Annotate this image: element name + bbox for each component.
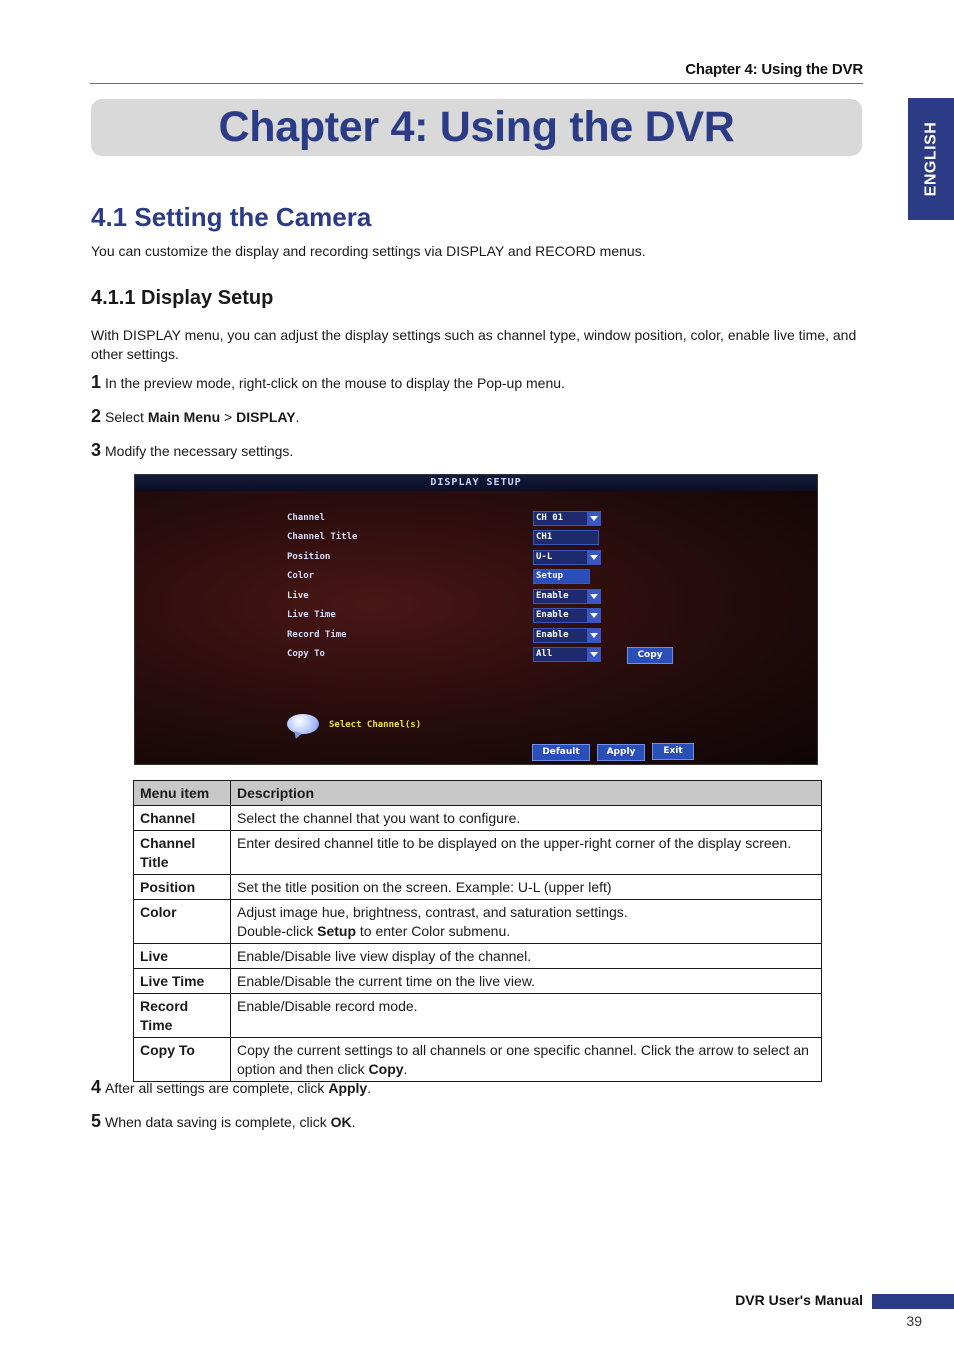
menu-item-cell: Live <box>134 944 231 969</box>
subsection-intro: With DISPLAY menu, you can adjust the display settings such as channel type, window position, color, enable live time, and other settings. <box>91 327 857 362</box>
description-cell: Enable/Disable live view display of the channel. <box>231 944 822 969</box>
page-number: 39 <box>906 1313 922 1329</box>
step-text-end: . <box>351 1114 356 1130</box>
table-row <box>134 994 822 1038</box>
description-cell: Enter desired channel title to be displayed on the upper-right corner of the display screen. <box>231 831 822 875</box>
step-number: 4 <box>91 1077 102 1097</box>
column-header-description: Description <box>231 781 822 806</box>
dvr-position-select[interactable] <box>533 550 601 565</box>
menu-item-cell: Copy To <box>134 1038 231 1082</box>
step-5 <box>91 1111 356 1132</box>
dvr-channel-title-input[interactable] <box>533 530 599 545</box>
dvr-color-setup-button[interactable] <box>533 569 590 584</box>
dvr-copy-to-select[interactable] <box>533 647 601 662</box>
table-row <box>134 1038 822 1082</box>
step-text: After all settings are complete, click <box>105 1080 329 1096</box>
menu-path-main: Main Menu <box>147 409 221 425</box>
header-rule <box>90 83 863 84</box>
chevron-down-icon[interactable] <box>587 590 600 603</box>
dvr-color-setup-label: Setup <box>536 571 564 581</box>
step-bold-ok: OK <box>330 1114 352 1130</box>
table-row <box>134 875 822 900</box>
dvr-default-button[interactable]: Default <box>532 744 590 761</box>
chevron-down-icon[interactable] <box>587 648 600 661</box>
table-row <box>134 944 822 969</box>
dvr-live-time-value: Enable <box>536 610 569 620</box>
step-text: When data saving is complete, click <box>105 1114 331 1130</box>
step-4 <box>91 1077 371 1098</box>
dvr-label-copy-to: Copy To <box>287 649 325 659</box>
dvr-copy-to-value: All <box>536 649 553 659</box>
dvr-display-setup-screenshot <box>134 474 818 765</box>
step-bold-apply: Apply <box>328 1080 368 1096</box>
description-line-1: Adjust image hue, brightness, contrast, and saturation settings. <box>237 904 628 920</box>
step-text-end: . <box>295 409 300 425</box>
dvr-label-live: Live <box>287 591 309 601</box>
step-number: 2 <box>91 406 102 426</box>
step-text: Select <box>105 409 148 425</box>
step-number: 3 <box>91 440 102 460</box>
step-text: In the preview mode, right-click on the mouse to display the Pop-up menu. <box>105 375 565 391</box>
section-intro: You can customize the display and recording settings via DISPLAY and RECORD menus. <box>91 243 646 259</box>
menu-item-cell: Color <box>134 900 231 944</box>
menu-item-cell: Record Time <box>134 994 231 1038</box>
description-text: Copy the current settings to all channels or one specific channel. Click the arrow to select an option and then click <box>237 1042 809 1077</box>
table-row <box>134 969 822 994</box>
description-bold-copy: Copy <box>368 1061 404 1077</box>
step-3 <box>91 440 293 461</box>
dvr-label-channel-title: Channel Title <box>287 532 358 542</box>
dvr-hint-text: Select Channel(s) <box>329 720 422 730</box>
table-row <box>134 900 822 944</box>
dvr-live-select[interactable] <box>533 589 601 604</box>
dvr-copy-button[interactable]: Copy <box>627 647 673 664</box>
description-cell: Enable/Disable the current time on the live view. <box>231 969 822 994</box>
step-number: 5 <box>91 1111 102 1131</box>
menu-path-separator: > <box>220 409 237 425</box>
column-header-menu-item: Menu item <box>134 781 231 806</box>
dvr-record-time-value: Enable <box>536 630 569 640</box>
dvr-channel-value: CH 01 <box>536 513 564 523</box>
step-number: 1 <box>91 372 102 392</box>
dvr-live-time-select[interactable] <box>533 608 601 623</box>
chevron-down-icon[interactable] <box>587 609 600 622</box>
dvr-live-value: Enable <box>536 591 569 601</box>
step-2 <box>91 406 299 427</box>
dvr-channel-select[interactable] <box>533 511 601 526</box>
menu-item-cell: Live Time <box>134 969 231 994</box>
dvr-position-value: U-L <box>536 552 553 562</box>
menu-item-cell: Position <box>134 875 231 900</box>
speech-bubble-icon <box>287 714 319 734</box>
dvr-channel-title-value: CH1 <box>536 532 553 542</box>
menu-item-cell: Channel Title <box>134 831 231 875</box>
dvr-label-color: Color <box>287 571 315 581</box>
chevron-down-icon[interactable] <box>587 512 600 525</box>
step-text-end: . <box>367 1080 372 1096</box>
menu-item-table <box>133 780 822 1082</box>
table-row <box>134 831 822 875</box>
description-cell <box>231 1038 822 1082</box>
step-text: Modify the necessary settings. <box>105 443 294 459</box>
language-tab <box>908 98 954 220</box>
dvr-label-live-time: Live Time <box>287 610 336 620</box>
chapter-banner <box>91 99 862 156</box>
dvr-label-position: Position <box>287 552 331 562</box>
footer-manual-title: DVR User's Manual <box>735 1292 863 1308</box>
description-cell: Set the title position on the screen. Example: U-L (upper left) <box>231 875 822 900</box>
language-tab-label: ENGLISH <box>922 121 939 197</box>
dvr-label-record-time: Record Time <box>287 630 347 640</box>
dvr-exit-button[interactable]: Exit <box>652 743 694 760</box>
chapter-title: Chapter 4: Using the DVR <box>218 103 735 151</box>
step-1 <box>91 372 565 393</box>
dvr-apply-button[interactable]: Apply <box>597 744 645 761</box>
description-cell: Select the channel that you want to configure. <box>231 806 822 831</box>
footer-accent-bar <box>872 1294 954 1309</box>
chevron-down-icon[interactable] <box>587 629 600 642</box>
description-line-2-end: to enter Color submenu. <box>356 923 511 939</box>
dvr-title: DISPLAY SETUP <box>430 477 522 488</box>
running-header: Chapter 4: Using the DVR <box>685 61 863 78</box>
chevron-down-icon[interactable] <box>587 551 600 564</box>
dvr-record-time-select[interactable] <box>533 628 601 643</box>
section-heading: 4.1 Setting the Camera <box>91 202 372 232</box>
menu-path-display: DISPLAY <box>236 409 296 425</box>
description-text-end: . <box>403 1061 408 1077</box>
menu-item-cell: Channel <box>134 806 231 831</box>
table-row <box>134 806 822 831</box>
dvr-label-channel: Channel <box>287 513 325 523</box>
description-cell <box>231 900 822 944</box>
description-cell: Enable/Disable record mode. <box>231 994 822 1038</box>
subsection-heading: 4.1.1 Display Setup <box>91 287 274 309</box>
description-bold-setup: Setup <box>317 923 357 939</box>
table-header-row <box>134 781 822 806</box>
description-line-2: Double-click <box>237 923 318 939</box>
